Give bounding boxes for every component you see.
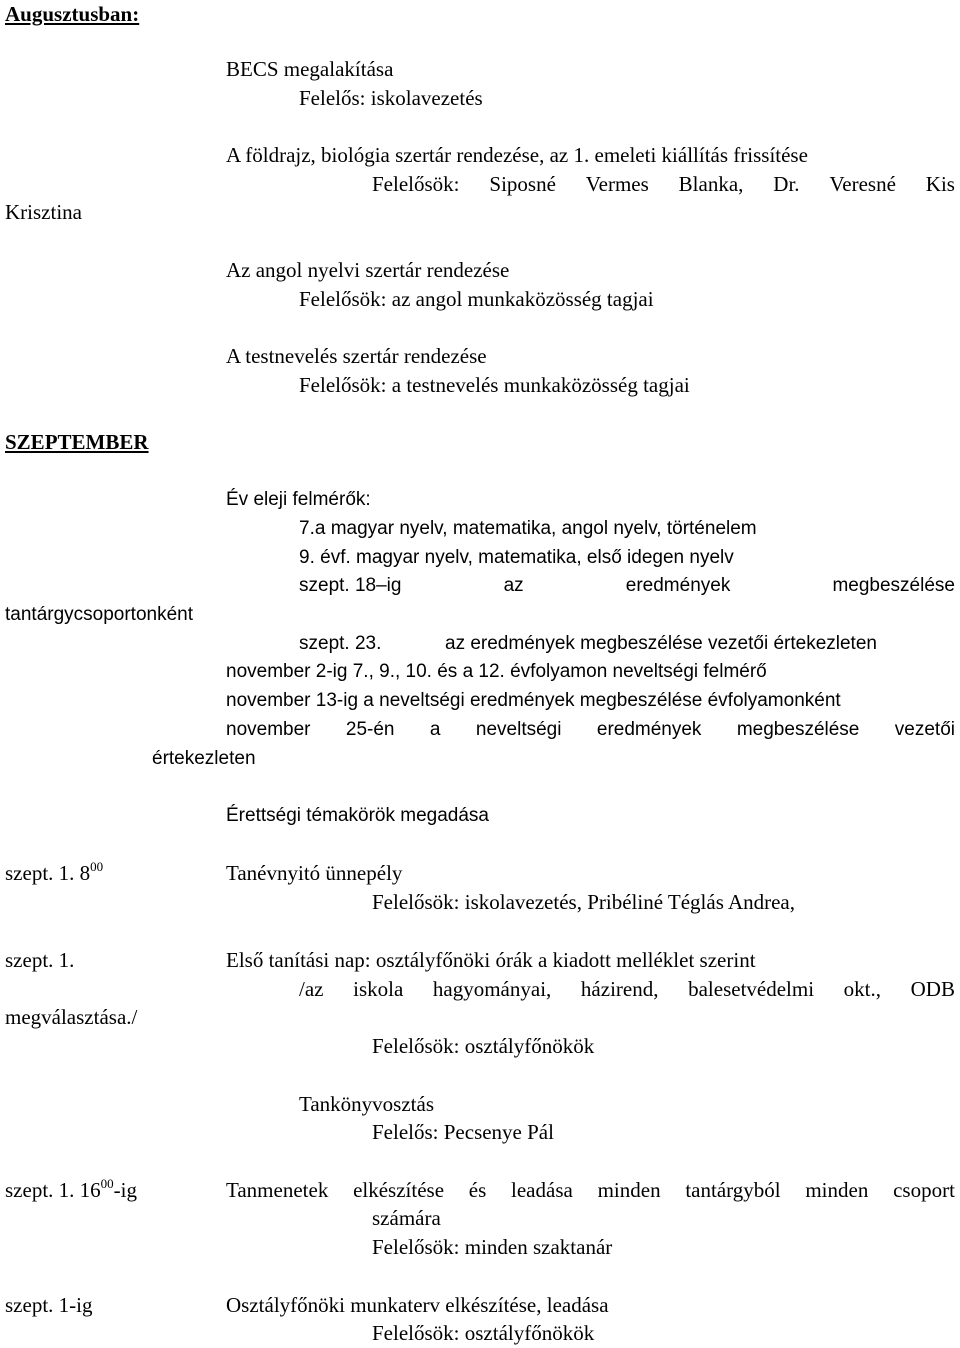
word: Felelősök: — [372, 172, 460, 196]
date-text: szept. 1. 16 — [5, 1178, 101, 1202]
event-detail-elso-tanitasi-nap-continued: megválasztása./ — [5, 1005, 138, 1029]
felmerok-line-szept18-continued: tantárgycsoportonként — [5, 604, 194, 625]
event-date-elso-tanitasi-nap: szept. 1. — [5, 948, 75, 972]
felmerok-line-nov25 — [226, 720, 955, 739]
date-suffix: -ig — [113, 1178, 137, 1202]
word: Vermes — [585, 172, 649, 196]
word: leadása — [511, 1178, 573, 1202]
word: balesetvédelmi — [688, 977, 815, 1001]
word: 25-én — [345, 719, 395, 740]
word: Dr. — [773, 172, 800, 196]
time-superscript: 00 — [100, 1176, 114, 1191]
felmerok-line-szept18 — [299, 576, 955, 595]
word: eredmények — [625, 575, 731, 596]
foldrajz-title: A földrajz, biológia szertár rendezése, az 1. emeleti kiállítás frissítése — [226, 143, 808, 167]
event-responsible-tankonyvosztas: Felelős: Pecsenye Pál — [372, 1120, 554, 1144]
event-date-tanevnyito — [5, 859, 104, 885]
testneveles-title: A testnevelés szertár rendezése — [226, 344, 487, 368]
word: elkészítése — [353, 1178, 445, 1202]
foldrajz-responsible — [372, 174, 955, 195]
word: Blanka, — [678, 172, 744, 196]
word: a — [429, 719, 441, 740]
word: minden — [805, 1178, 869, 1202]
angol-responsible: Felelősök: az angol munkaközösség tagjai — [299, 287, 654, 311]
event-title-of-munkaterv: Osztályfőnöki munkaterv elkészítése, leadása — [226, 1293, 609, 1317]
word: minden — [597, 1178, 661, 1202]
felmerok-title: Év eleji felmérők: — [226, 489, 371, 510]
felmerok-line-9evf: 9. évf. magyar nyelv, matematika, első idegen nyelv — [299, 547, 734, 568]
word: Kis — [925, 172, 955, 196]
word: eredmények — [596, 719, 702, 740]
erettsegi-temakorok: Érettségi témakörök megadása — [226, 805, 489, 826]
event-title-tanmenetek — [226, 1180, 955, 1201]
event-detail-elso-tanitasi-nap — [299, 979, 955, 1000]
felmerok-line-szept23-text: az eredmények megbeszélése vezetői értekezleten — [445, 633, 877, 654]
word: az — [503, 575, 524, 596]
event-responsible-of-munkaterv: Felelősök: osztályfőnökök — [372, 1321, 595, 1345]
event-responsible-tanevnyito: Felelősök: iskolavezetés, Pribéliné Téglás Andrea, — [372, 890, 796, 914]
felmerok-line-nov13: november 13-ig a neveltségi eredmények megbeszélése évfolyamonként — [226, 690, 841, 711]
word: hagyományai, — [432, 977, 552, 1001]
word: Siposné — [489, 172, 556, 196]
heading-augusztus: Augusztusban: — [5, 2, 140, 26]
word: megbeszélése — [736, 719, 860, 740]
word: /az — [299, 977, 324, 1001]
word: ODB — [910, 977, 955, 1001]
time-superscript: 00 — [90, 859, 104, 874]
becs-responsible: Felelős: iskolavezetés — [299, 86, 483, 110]
word: szept. 18–ig — [299, 575, 402, 596]
word: tantárgyból — [685, 1178, 781, 1202]
word: okt., — [843, 977, 882, 1001]
word: Tanmenetek — [226, 1178, 329, 1202]
event-responsible-tanmenetek: Felelősök: minden szaktanár — [372, 1235, 613, 1259]
event-title-tanmenetek-continued: számára — [372, 1206, 441, 1230]
word: Veresné — [829, 172, 896, 196]
heading-szeptember: SZEPTEMBER — [5, 430, 149, 454]
event-responsible-elso-tanitasi-nap: Felelősök: osztályfőnökök — [372, 1034, 595, 1058]
felmerok-line-nov2: november 2-ig 7., 9., 10. és a 12. évfolyamon neveltségi felmérő — [226, 661, 767, 682]
testneveles-responsible: Felelősök: a testnevelés munkaközösség tagjai — [299, 373, 690, 397]
date-text: szept. 1. 8 — [5, 861, 91, 885]
word: november — [226, 719, 311, 740]
felmerok-line-7a: 7.a magyar nyelv, matematika, angol nyelv, történelem — [299, 518, 757, 539]
felmerok-line-nov25-continued: értekezleten — [152, 748, 256, 769]
event-date-of-munkaterv: szept. 1-ig — [5, 1293, 93, 1317]
word: csoport — [893, 1178, 955, 1202]
word: iskola — [353, 977, 404, 1001]
foldrajz-responsible-continued: Krisztina — [5, 200, 82, 224]
word: megbeszélése — [832, 575, 955, 596]
event-date-tanmenetek — [5, 1176, 137, 1202]
event-title-tanevnyito: Tanévnyitó ünnepély — [226, 861, 403, 885]
word: vezetői — [894, 719, 955, 740]
angol-title: Az angol nyelvi szertár rendezése — [226, 258, 510, 282]
felmerok-line-szept23-date: szept. 23. — [299, 633, 382, 654]
event-title-tankonyvosztas: Tankönyvosztás — [299, 1092, 435, 1116]
becs-title: BECS megalakítása — [226, 57, 394, 81]
event-title-elso-tanitasi-nap: Első tanítási nap: osztályfőnöki órák a kiadott melléklet szerint — [226, 948, 756, 972]
word: házirend, — [580, 977, 659, 1001]
word: neveltségi — [475, 719, 562, 740]
word: és — [468, 1178, 487, 1202]
